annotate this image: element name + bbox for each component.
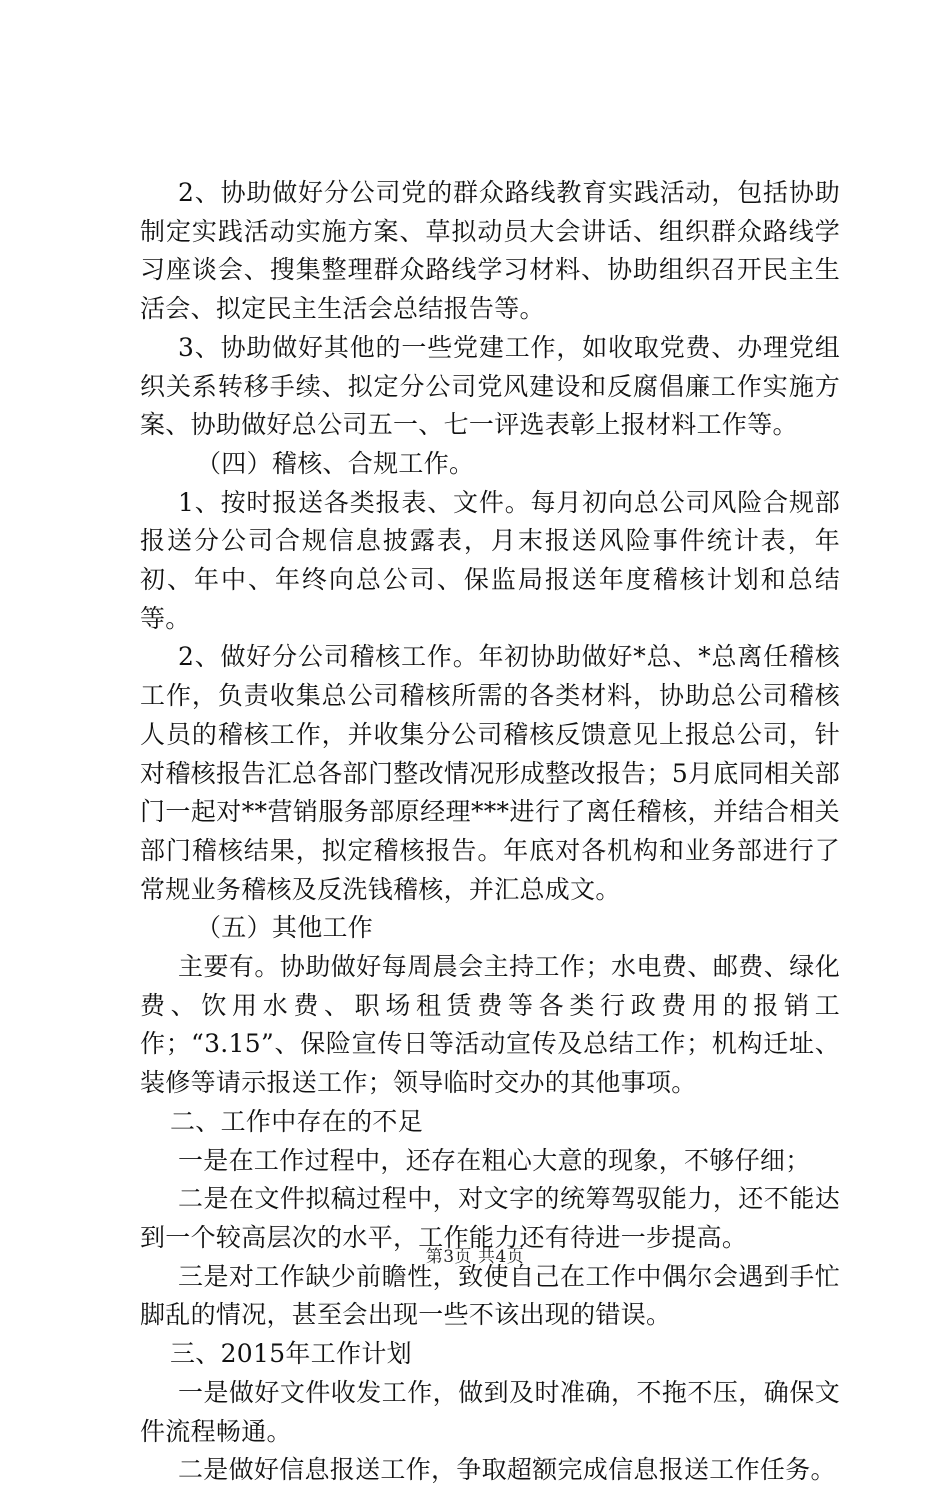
paragraph-reports-submission: 1、按时报送各类报表、文件。每月初向总公司风险合规部报送分公司合规信息披露表，月末报送风险事件统计表，年初、年中、年终向总公司、保监局报送年度稽核计划和总结等。 — [140, 487, 840, 633]
section-heading-audit-compliance: （四）稽核、合规工作。 — [196, 448, 475, 478]
paragraph-shortcoming-1: 一是在工作过程中，还存在粗心大意的现象，不够仔细； — [178, 1145, 811, 1175]
paragraph-shortcoming-3: 三是对工作缺少前瞻性，致使自己在工作中偶尔会遇到手忙脚乱的情况，甚至会出现一些不该出现的错误。 — [140, 1261, 840, 1330]
paragraph-party-mass-line: 2、协助做好分公司党的群众路线教育实践活动，包括协助制定实践活动实施方案、草拟动员大会讲话、组织群众路线学习座谈会、搜集整理群众路线学习材料、协助组织召开民主生活会、拟定民主生活会总结报告等。 — [140, 178, 840, 324]
section-heading-work-plan: 三、2015年工作计划 — [170, 1339, 412, 1369]
section-heading-shortcomings: 二、工作中存在的不足 — [170, 1106, 424, 1136]
document-body — [140, 174, 840, 1490]
paragraph-plan-1: 一是做好文件收发工作，做到及时准确，不拖不压，确保文件流程畅通。 — [140, 1377, 840, 1446]
paragraph-party-building: 3、协助做好其他的一些党建工作，如收取党费、办理党组织关系转移手续、拟定分公司党风建设和反腐倡廉工作实施方案、协助做好总公司五一、七一评选表彰上报材料工作等。 — [140, 332, 840, 440]
section-heading-other-work: （五）其他工作 — [196, 913, 374, 943]
paragraph-plan-2: 二是做好信息报送工作，争取超额完成信息报送工作任务。 — [178, 1455, 836, 1485]
paragraph-shortcoming-2: 二是在文件拟稿过程中，对文字的统筹驾驭能力，还不能达到一个较高层次的水平，工作能力还有待进一步提高。 — [140, 1184, 840, 1252]
paragraph-audit-work: 2、做好分公司稽核工作。年初协助做好*总、*总离任稽核工作，负责收集总公司稽核所需的各类材料，协助总公司稽核人员的稽核工作，并收集分公司稽核反馈意见上报总公司，针对稽核报告汇总各部门整改情况形成整改报告；5月底同相关部门一起对**营销服务部原经理***进行了离任稽核，并结合相关部门稽核结果，拟定稽核报告。年底对各机构和业务部进行了常规业务稽核及反洗钱稽核，并汇总成文。 — [140, 642, 840, 904]
paragraph-other-work: 主要有。协助做好每周晨会主持工作；水电费、邮费、绿化费、饮用水费、职场租赁费等各类行政费用的报销工作；“3.15”、保险宣传日等活动宣传及总结工作；机构迁址、装修等请示报送工作；领导临时交办的其他事项。 — [140, 952, 840, 1098]
page-number-footer: 第3页 共4页 — [425, 1247, 525, 1267]
